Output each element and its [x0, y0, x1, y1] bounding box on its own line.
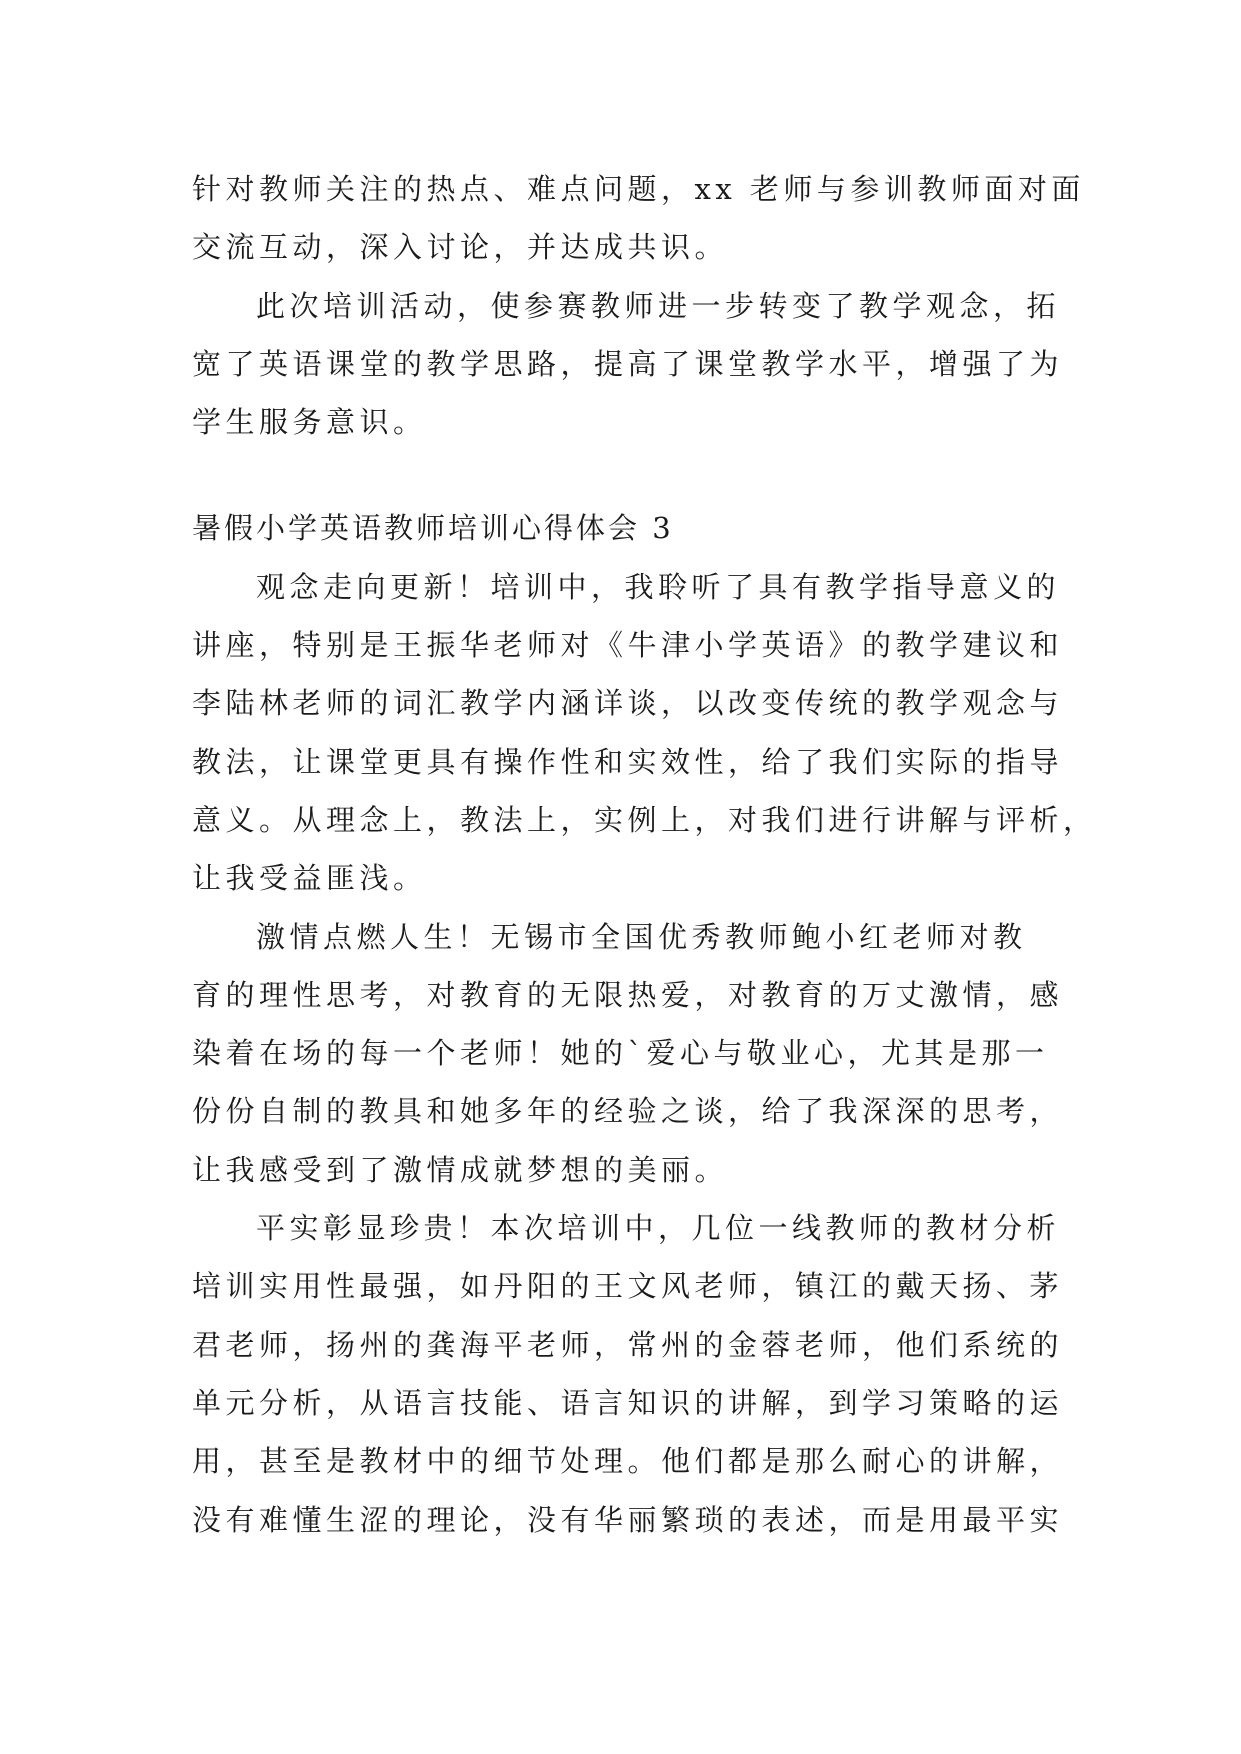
- document-body: [192, 160, 1097, 1549]
- text-line: 让我感受到了激情成就梦想的美丽。: [192, 1152, 729, 1187]
- section-gap: [192, 451, 1052, 499]
- text-line: 观念走向更新！培训中，我聆听了具有教学指导意义的: [256, 569, 1061, 604]
- text-line: 君老师，扬州的龚海平老师，常州的金蓉老师，他们系统的: [192, 1327, 1064, 1362]
- text-line: 培训实用性最强，如丹阳的王文风老师，镇江的戴天扬、茅: [192, 1269, 1064, 1304]
- text-line: 激情点燃人生！无锡市全国优秀教师鲍小红老师对教: [256, 919, 1027, 954]
- text-line: 教法，让课堂更具有操作性和实效性，给了我们实际的指导: [192, 744, 1064, 779]
- text-line: 育的理性思考，对教育的无限热爱，对教育的万丈激情，感: [192, 977, 1064, 1012]
- section-heading: 暑假小学英语教师培训心得体会 3: [192, 511, 674, 546]
- text-line: 李陆林老师的词汇教学内涵详谈，以改变传统的教学观念与: [192, 686, 1064, 721]
- text-line: 让我受益匪浅。: [192, 861, 427, 896]
- text-line: 学生服务意识。: [192, 405, 427, 440]
- paragraph-3: [192, 1199, 1064, 1549]
- text-line: 交流互动，深入讨论，并达成共识。: [192, 230, 729, 265]
- text-line: 单元分析，从语言技能、语言知识的讲解，到学习策略的运: [192, 1385, 1064, 1420]
- paragraph-1: [192, 558, 1097, 908]
- text-line: 染着在场的每一个老师！她的`爱心与敬业心，尤其是那一: [192, 1036, 1049, 1071]
- paragraph-2: [192, 908, 1064, 1199]
- text-line: 用，甚至是教材中的细节处理。他们都是那么耐心的讲解，: [192, 1444, 1064, 1479]
- paragraph-continued: [192, 160, 1085, 277]
- paragraph-summary: [192, 277, 1064, 452]
- text-line: 此次培训活动，使参赛教师进一步转变了教学观念，拓: [256, 288, 1061, 323]
- text-line: 份份自制的教具和她多年的经验之谈，给了我深深的思考，: [192, 1094, 1064, 1129]
- text-line: 针对教师关注的热点、难点问题，xx 老师与参训教师面对面: [192, 172, 1085, 206]
- text-line: 平实彰显珍贵！本次培训中，几位一线教师的教材分析: [256, 1211, 1061, 1246]
- text-line: 讲座，特别是王振华老师对《牛津小学英语》的教学建议和: [192, 628, 1064, 663]
- text-line: 宽了英语课堂的教学思路，提高了课堂教学水平，增强了为: [192, 346, 1064, 381]
- text-line: 没有难懂生涩的理论，没有华丽繁琐的表述，而是用最平实: [192, 1502, 1064, 1537]
- text-line: 意义。从理念上，教法上，实例上，对我们进行讲解与评析，: [192, 802, 1097, 837]
